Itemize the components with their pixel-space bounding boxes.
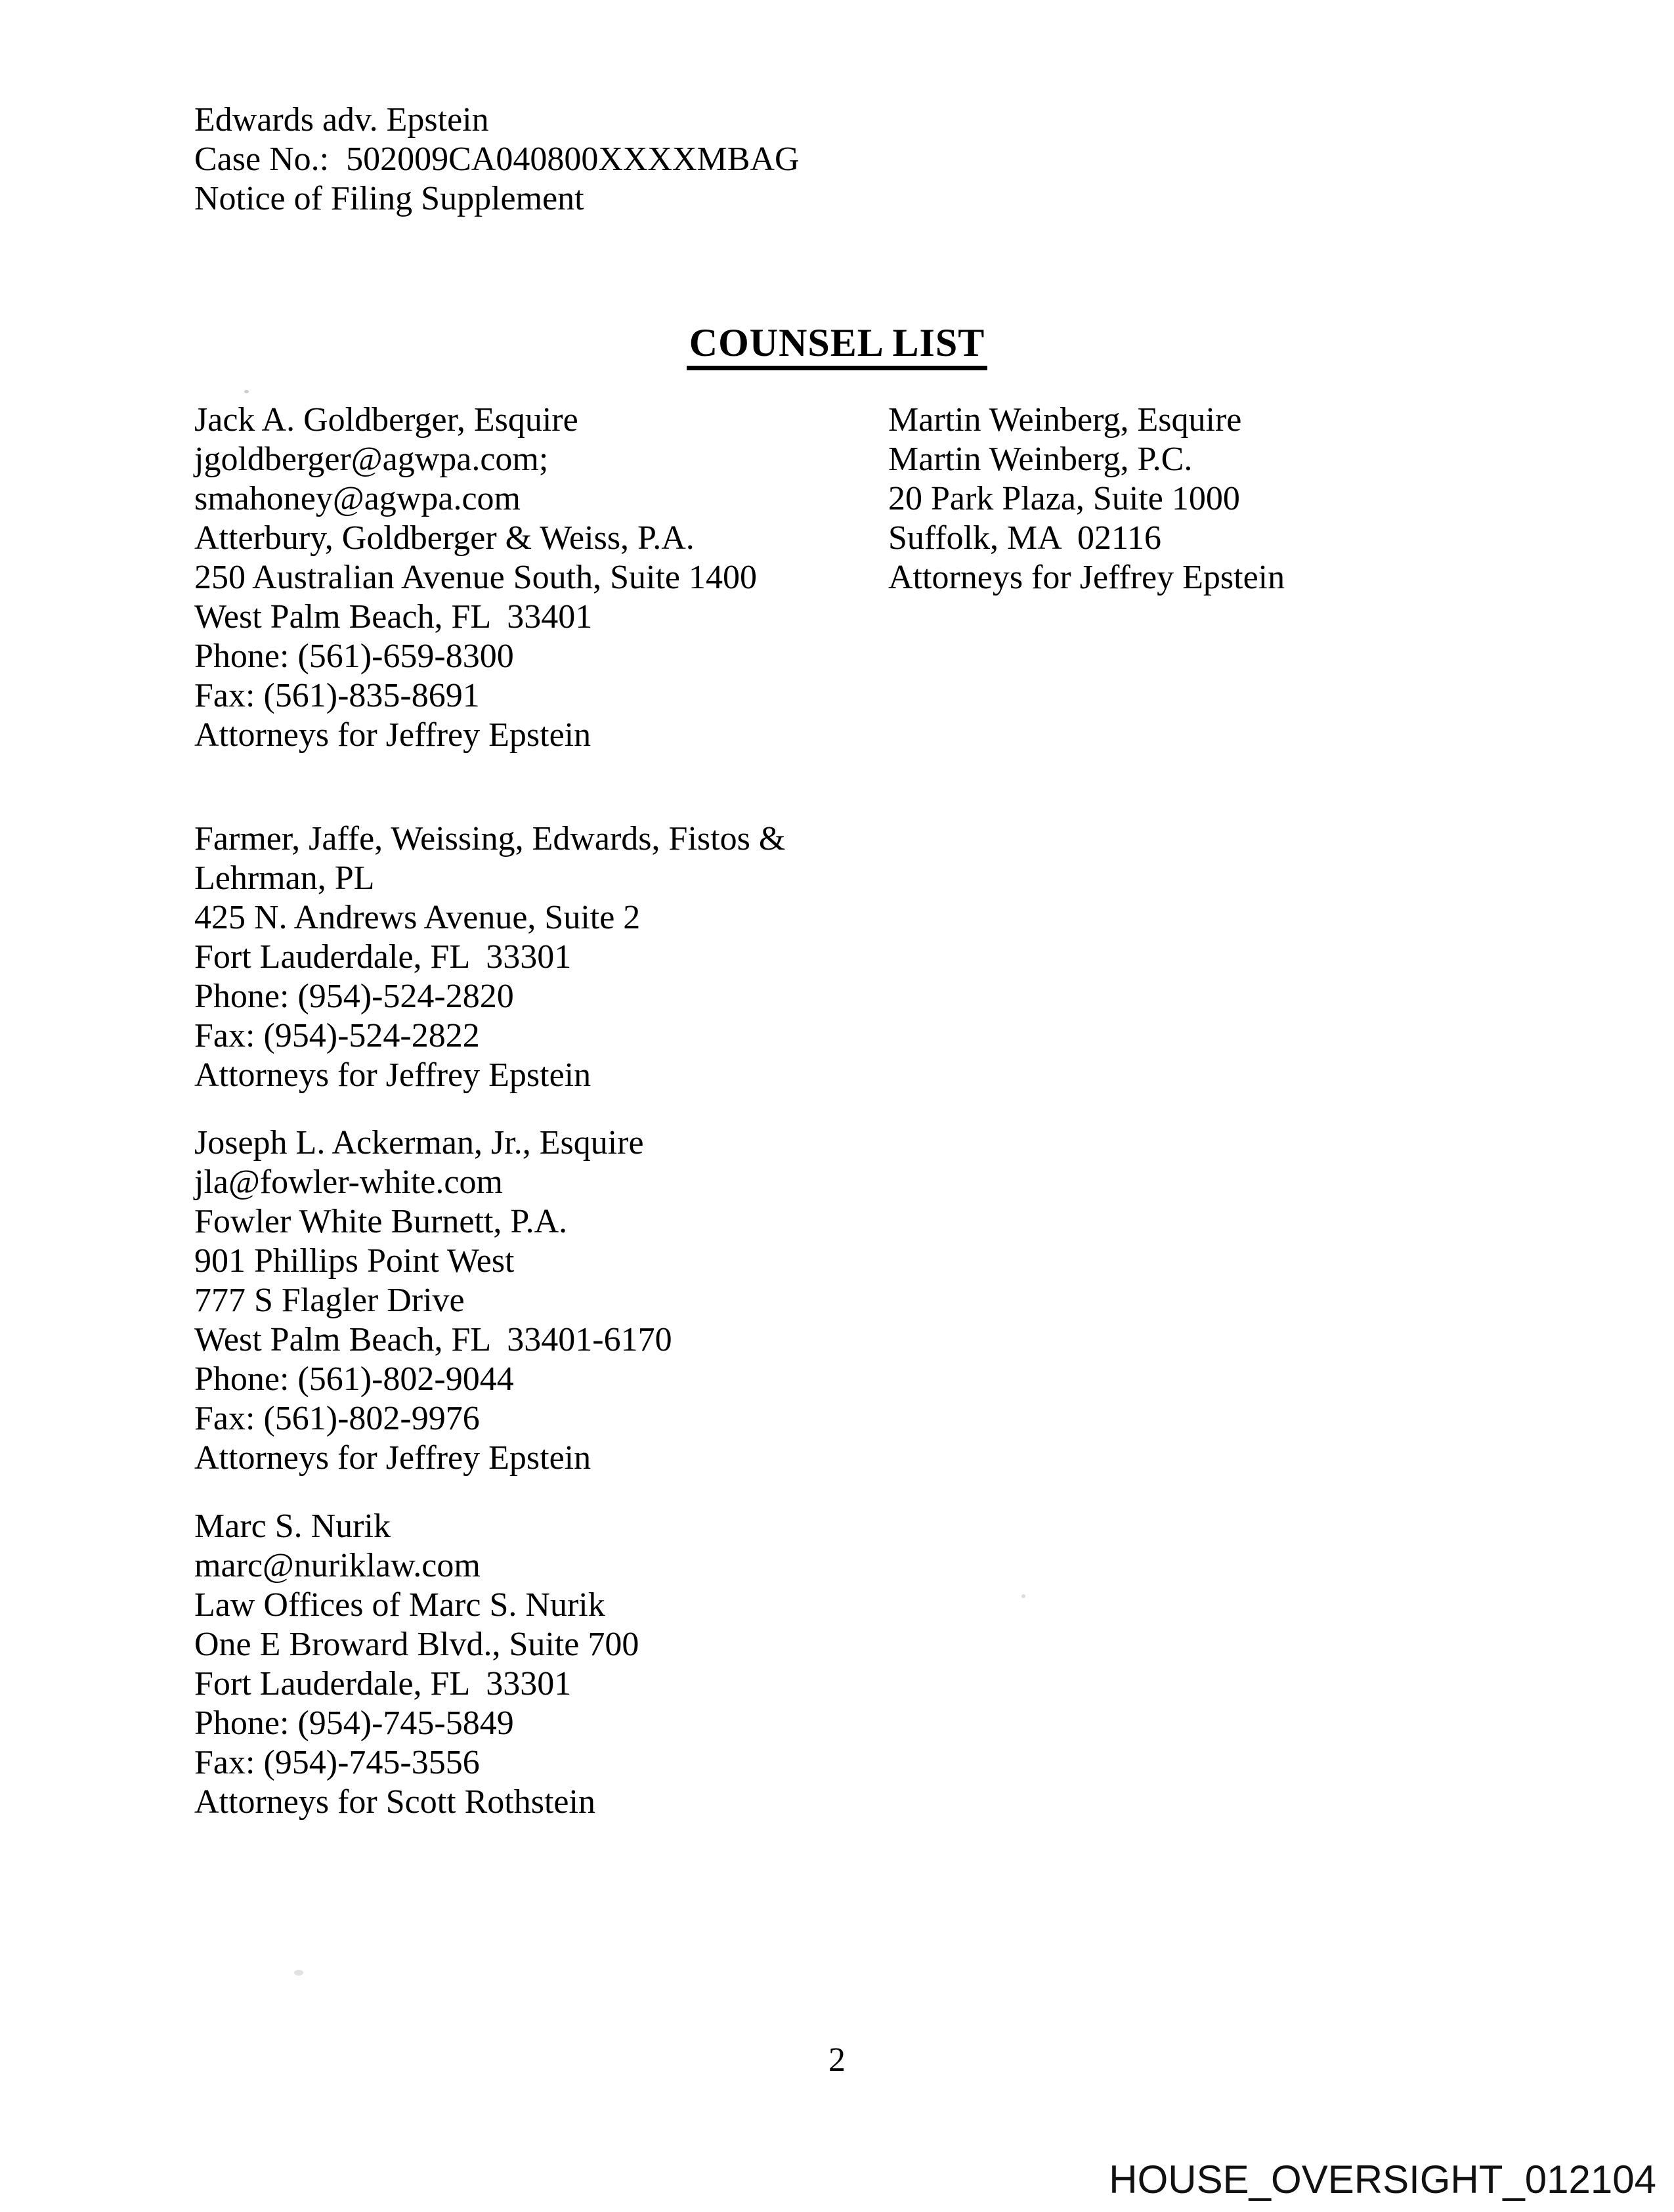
text-line: jgoldberger@agwpa.com; bbox=[194, 441, 549, 478]
scan-artifact bbox=[244, 390, 249, 393]
text-line: 425 N. Andrews Avenue, Suite 2 bbox=[194, 899, 641, 936]
text-line: West Palm Beach, FL 33401-6170 bbox=[194, 1321, 672, 1358]
text-line: Fort Lauderdale, FL 33301 bbox=[194, 1665, 572, 1702]
text-line: Attorneys for Jeffrey Epstein bbox=[194, 1056, 591, 1094]
title-wrap bbox=[0, 323, 1674, 370]
text-line: Phone: (561)-802-9044 bbox=[194, 1360, 514, 1398]
text-line: Phone: (954)-524-2820 bbox=[194, 978, 514, 1015]
text-line: Martin Weinberg, Esquire bbox=[888, 401, 1242, 439]
text-line: Fax: (954)-745-3556 bbox=[194, 1744, 480, 1781]
text-line: Attorneys for Jeffrey Epstein bbox=[194, 1439, 591, 1477]
text-line: Fax: (561)-802-9976 bbox=[194, 1400, 480, 1437]
page-title: COUNSEL LIST bbox=[687, 323, 988, 370]
page-number: 2 bbox=[828, 2041, 846, 2079]
counsel-column-right bbox=[888, 401, 1610, 597]
counsel-column-left bbox=[194, 401, 877, 1822]
text-line: Phone: (954)-745-5849 bbox=[194, 1704, 514, 1742]
counsel-block bbox=[194, 1507, 877, 1822]
case-caption bbox=[194, 100, 800, 219]
text-line: Martin Weinberg, P.C. bbox=[888, 441, 1193, 478]
text-line: Joseph L. Ackerman, Jr., Esquire bbox=[194, 1124, 644, 1161]
text-line: Law Offices of Marc S. Nurik bbox=[194, 1586, 605, 1624]
text-line: Marc S. Nurik bbox=[194, 1507, 391, 1545]
text-line: Edwards adv. Epstein bbox=[194, 101, 489, 139]
text-line: Notice of Filing Supplement bbox=[194, 180, 584, 217]
text-line: 250 Australian Avenue South, Suite 1400 bbox=[194, 559, 757, 596]
text-line: Attorneys for Jeffrey Epstein bbox=[888, 559, 1285, 596]
text-line: Fax: (561)-835-8691 bbox=[194, 677, 480, 714]
text-line: Attorneys for Jeffrey Epstein bbox=[194, 716, 591, 754]
text-line: Fowler White Burnett, P.A. bbox=[194, 1203, 568, 1240]
text-line: Phone: (561)-659-8300 bbox=[194, 638, 514, 675]
text-line: Fax: (954)-524-2822 bbox=[194, 1017, 480, 1054]
text-line: 901 Phillips Point West bbox=[194, 1242, 515, 1280]
text-line: jla@fowler-white.com bbox=[194, 1163, 503, 1201]
text-line: West Palm Beach, FL 33401 bbox=[194, 598, 593, 636]
text-line: smahoney@agwpa.com bbox=[194, 480, 521, 517]
text-line: One E Broward Blvd., Suite 700 bbox=[194, 1626, 639, 1663]
text-line: Lehrman, PL bbox=[194, 859, 375, 897]
counsel-block bbox=[194, 1123, 877, 1478]
scan-artifact bbox=[1021, 1594, 1025, 1598]
text-line: marc@nuriklaw.com bbox=[194, 1547, 481, 1584]
text-line: Atterbury, Goldberger & Weiss, P.A. bbox=[194, 519, 695, 557]
text-line: Attorneys for Scott Rothstein bbox=[194, 1783, 595, 1821]
text-line: Jack A. Goldberger, Esquire bbox=[194, 401, 578, 439]
text-line: Fort Lauderdale, FL 33301 bbox=[194, 938, 572, 976]
counsel-block bbox=[888, 401, 1610, 597]
text-line: Case No.: 502009CA040800XXXXMBAG bbox=[194, 141, 800, 178]
counsel-block bbox=[194, 819, 877, 1095]
text-line: 777 S Flagler Drive bbox=[194, 1282, 465, 1319]
scan-artifact bbox=[294, 1970, 303, 1976]
text-line: Suffolk, MA 02116 bbox=[888, 519, 1162, 557]
text-line: Farmer, Jaffe, Weissing, Edwards, Fistos & bbox=[194, 820, 786, 857]
counsel-block bbox=[194, 401, 877, 755]
bates-number: HOUSE_OVERSIGHT_012104 bbox=[1109, 2158, 1656, 2201]
text-line: 20 Park Plaza, Suite 1000 bbox=[888, 480, 1240, 517]
